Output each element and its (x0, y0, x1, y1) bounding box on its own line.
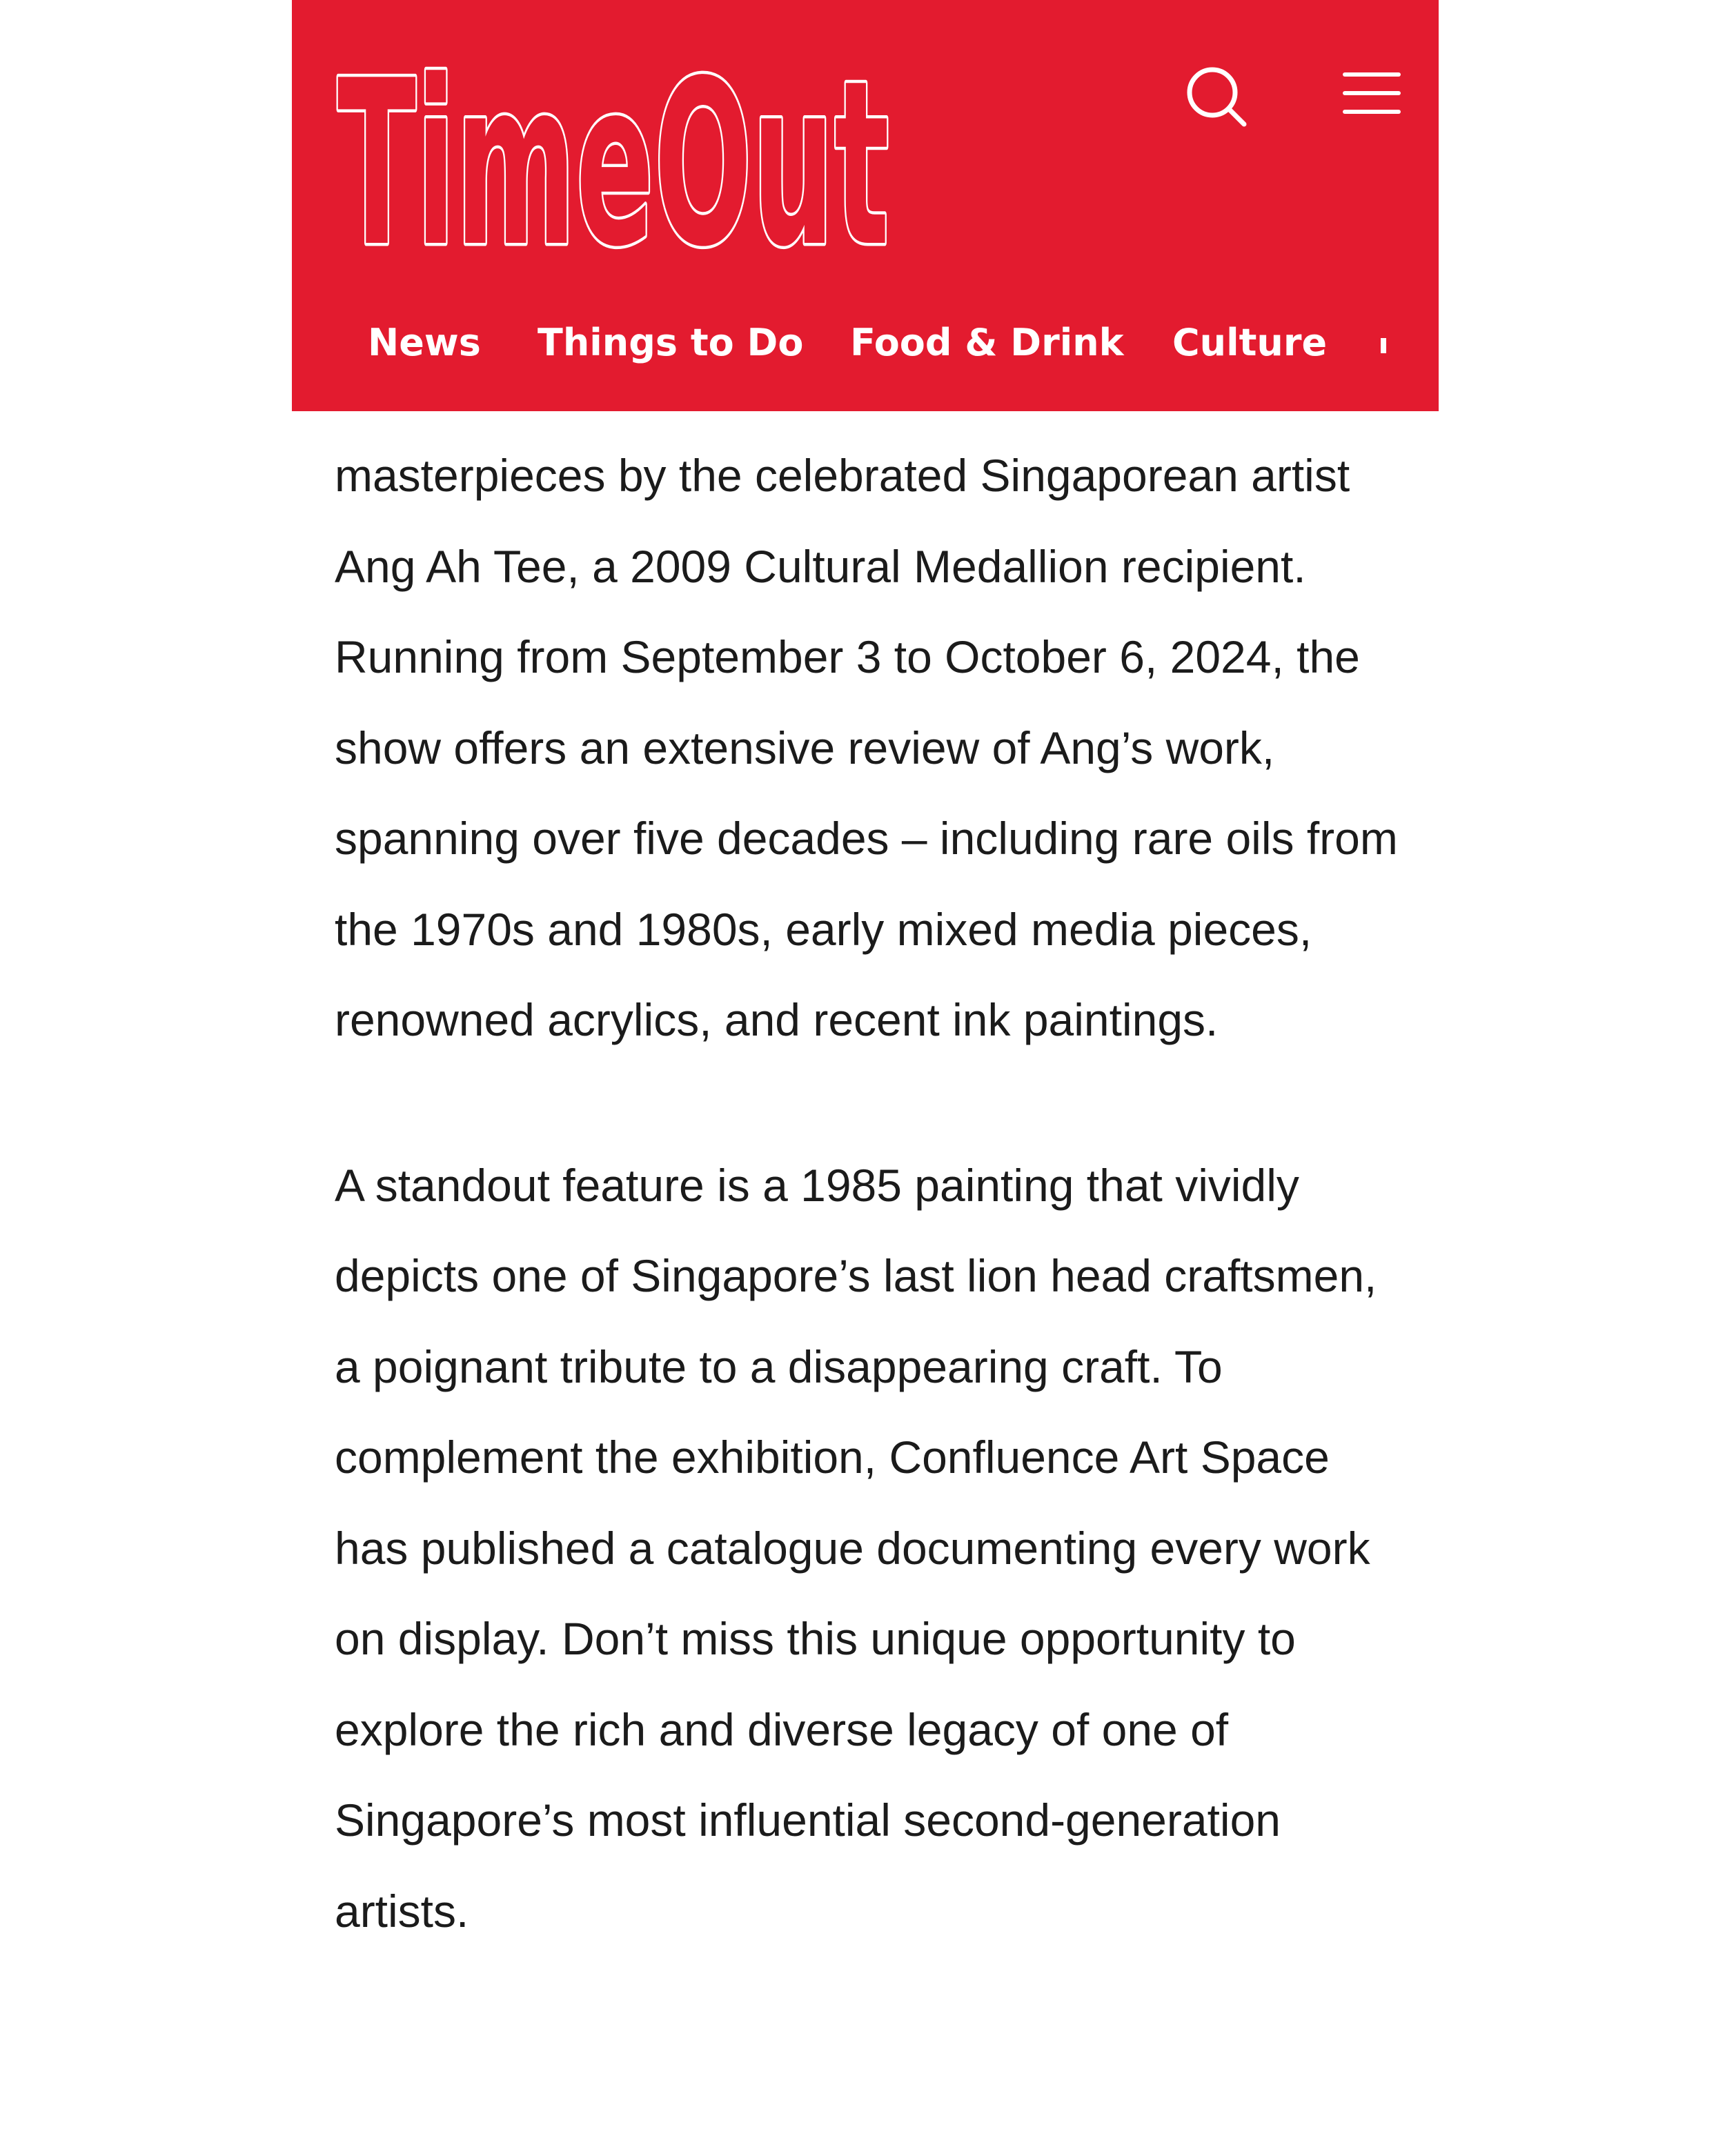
site-header (292, 0, 1439, 411)
nav-item-news[interactable]: News (368, 321, 481, 364)
search-button[interactable] (1182, 62, 1251, 131)
time-out-logo-icon (332, 32, 898, 297)
nav-item-things-to-do[interactable]: Things to Do (538, 321, 804, 364)
article-body (335, 431, 1411, 1957)
svg-text:TimeOut: TimeOut (337, 32, 889, 297)
main-nav (292, 304, 1439, 386)
time-out-logo[interactable] (332, 32, 898, 297)
nav-overflow-fade (1382, 324, 1439, 366)
article-paragraph: A standout feature is a 1985 painting that vividly depicts one of Singapore’s last lion head craftsmen, a poignant tribute to a disappearing craft. To complement the exhibition, Confluence Art Space has published a catalogue documenting every work on display. Don’t miss this unique opportunity to explore the rich and diverse legacy of one of Singapore’s most influential second-generation artists. (335, 1159, 1377, 1937)
hamburger-menu-icon (1341, 69, 1403, 117)
nav-item-food-drink[interactable]: Food & Drink (850, 321, 1124, 364)
article-paragraph: masterpieces by the celebrated Singaporean artist Ang Ah Tee, a 2009 Cultural Medallion recipient. Running from September 3 to October 6, 2024, the show offers an extensive review of Ang’s work, spanning over five decades – including rare oils from the 1970s and 1980s, early mixed media pieces, renowned acrylics, and recent ink paintings. (335, 450, 1398, 1045)
nav-item-culture[interactable]: Culture (1172, 321, 1328, 364)
menu-button[interactable] (1341, 69, 1403, 117)
search-icon (1182, 62, 1251, 131)
page (292, 0, 1439, 2156)
nav-next-item-cut[interactable] (1381, 338, 1386, 353)
